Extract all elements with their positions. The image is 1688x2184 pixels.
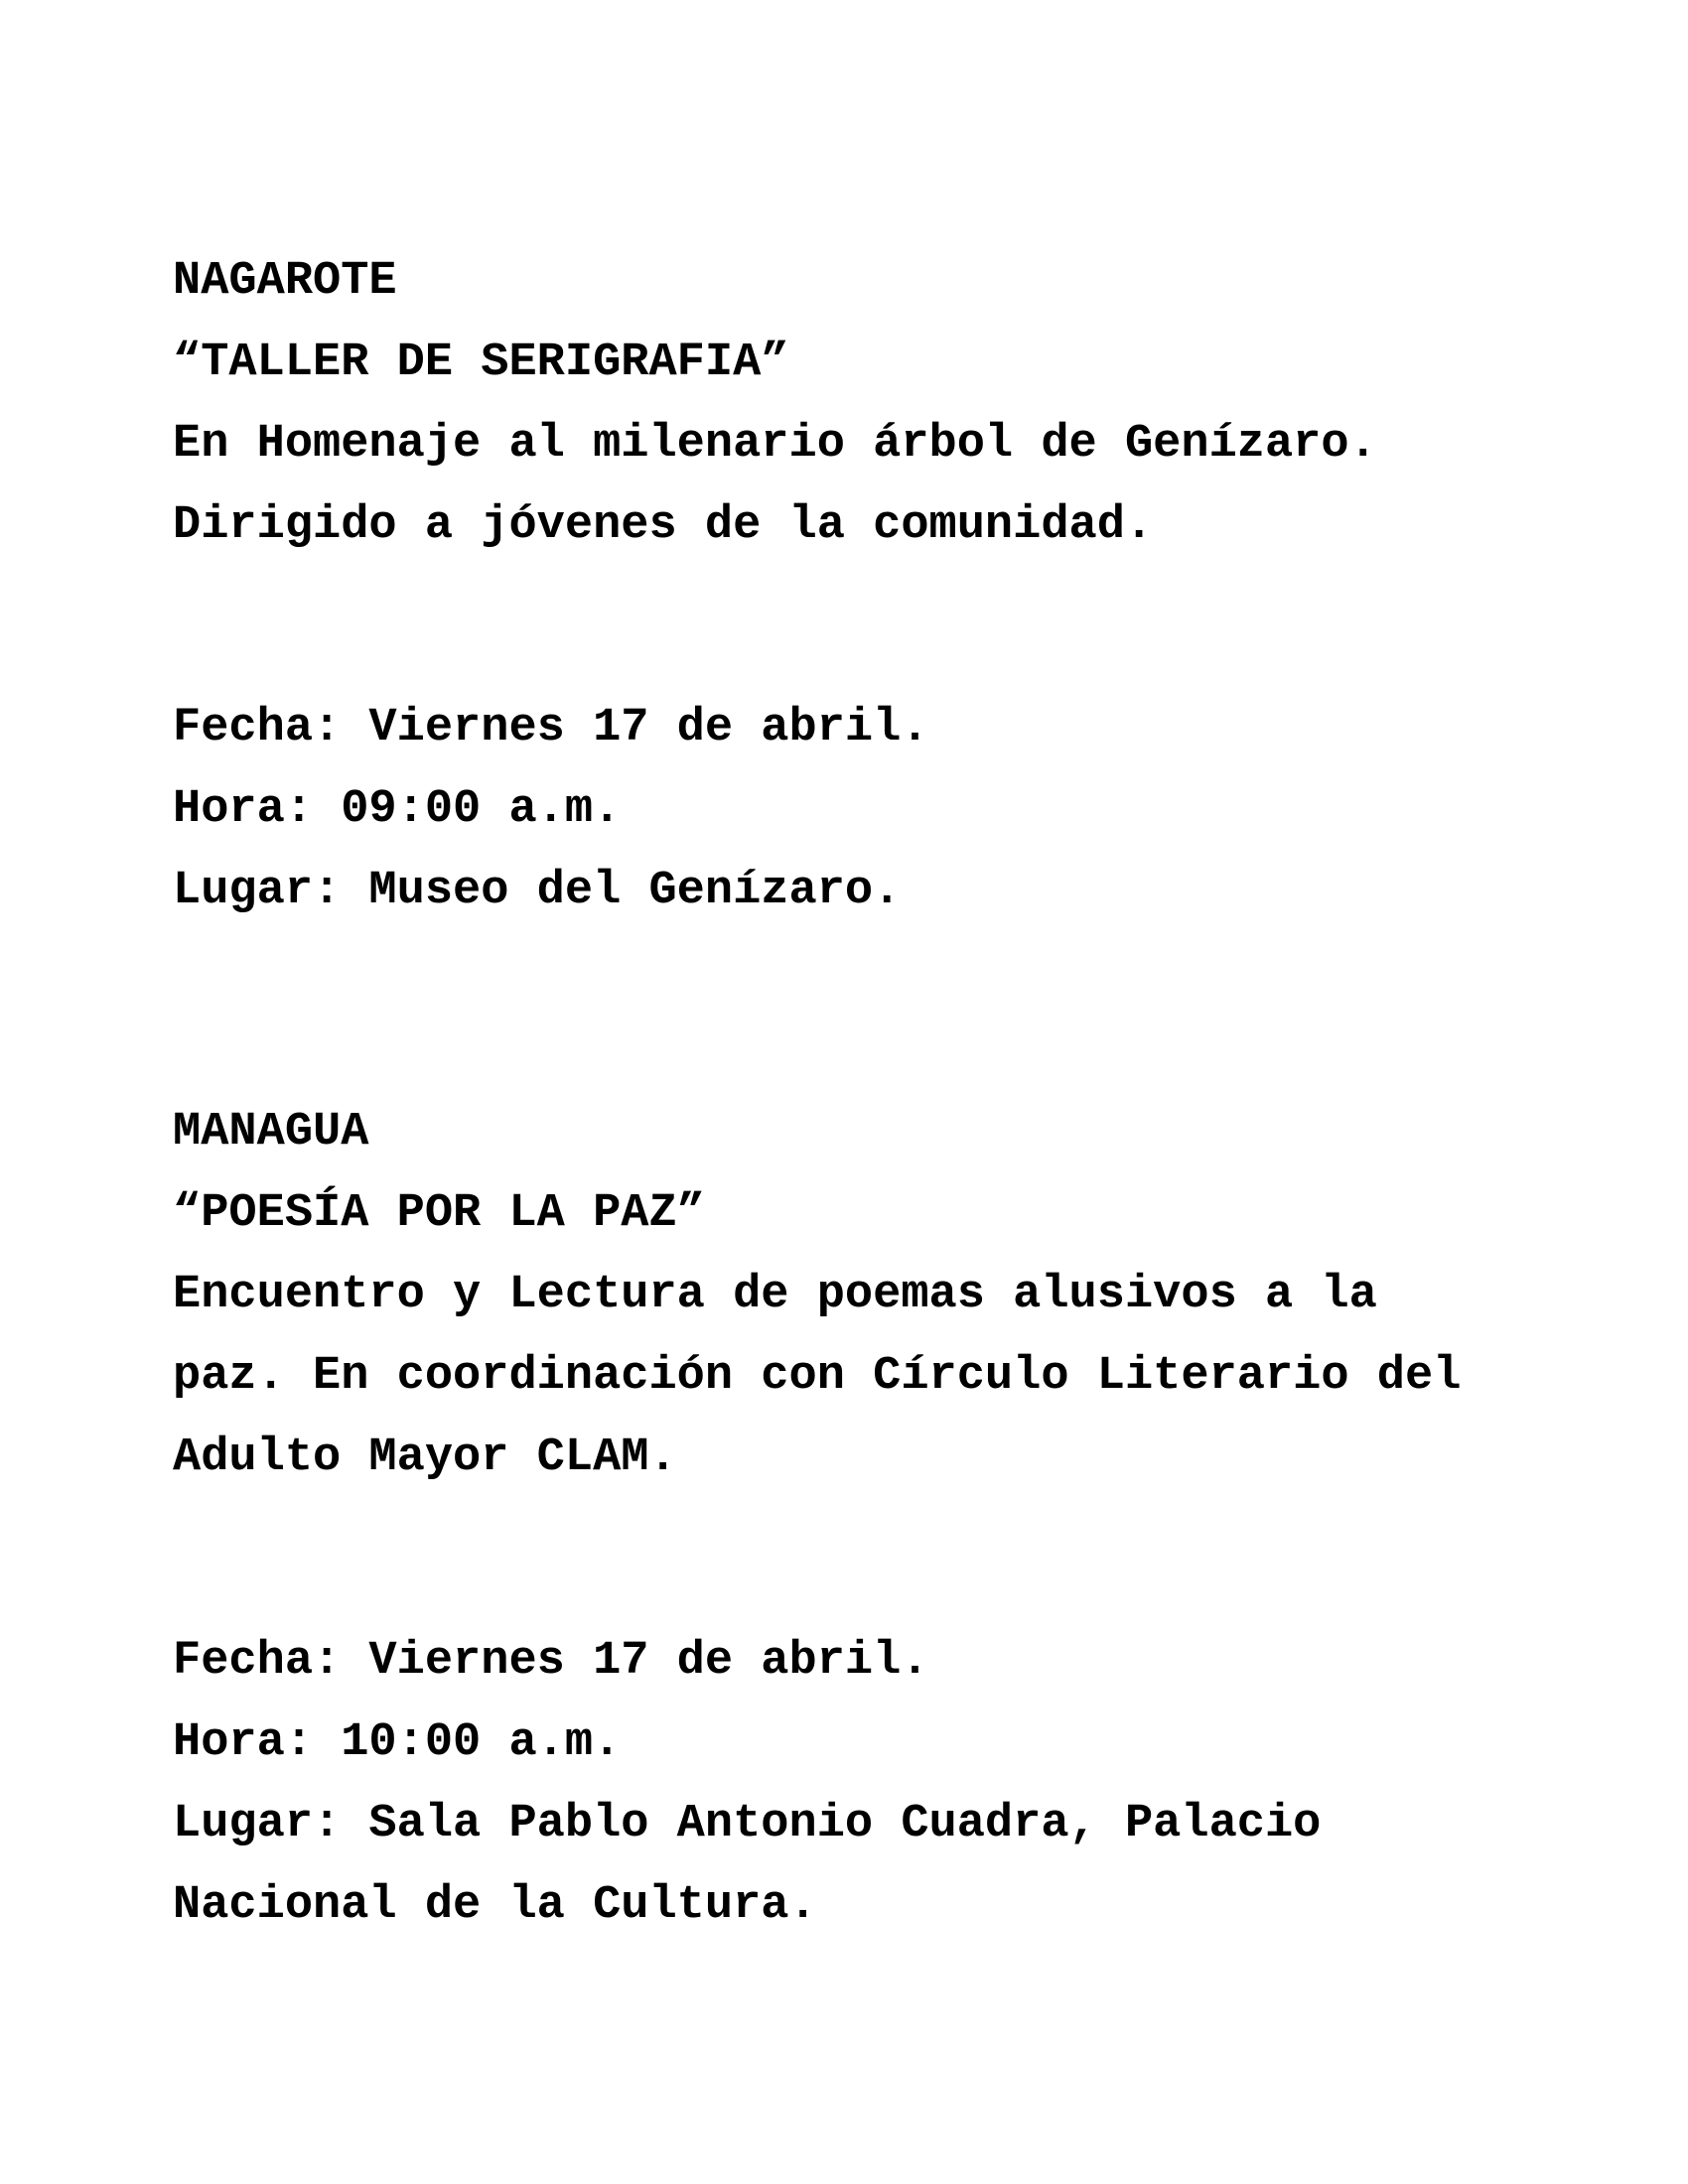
event-venue-continued: Nacional de la Cultura. bbox=[173, 1879, 817, 1932]
event-description-line: Adulto Mayor CLAM. bbox=[173, 1432, 677, 1484]
event-description-line: Encuentro y Lectura de poemas alusivos a la bbox=[173, 1269, 1377, 1321]
event-venue: Lugar: Museo del Genízaro. bbox=[173, 865, 902, 917]
event-title: “TALLER DE SERIGRAFIA” bbox=[173, 337, 789, 389]
event-description-line: paz. En coordinación con Círculo Literario del bbox=[173, 1350, 1462, 1403]
event-title: “POESÍA POR LA PAZ” bbox=[173, 1187, 705, 1240]
city-heading: MANAGUA bbox=[173, 1106, 369, 1159]
event-date: Fecha: Viernes 17 de abril. bbox=[173, 1635, 929, 1688]
event-description-line: Dirigido a jóvenes de la comunidad. bbox=[173, 499, 1154, 552]
event-date: Fecha: Viernes 17 de abril. bbox=[173, 702, 929, 754]
event-venue: Lugar: Sala Pablo Antonio Cuadra, Palacio bbox=[173, 1798, 1322, 1850]
event-time: Hora: 10:00 a.m. bbox=[173, 1716, 622, 1769]
event-time: Hora: 09:00 a.m. bbox=[173, 783, 622, 836]
city-heading: NAGAROTE bbox=[173, 255, 397, 308]
event-description-line: En Homenaje al milenario árbol de Genízaro. bbox=[173, 418, 1377, 471]
